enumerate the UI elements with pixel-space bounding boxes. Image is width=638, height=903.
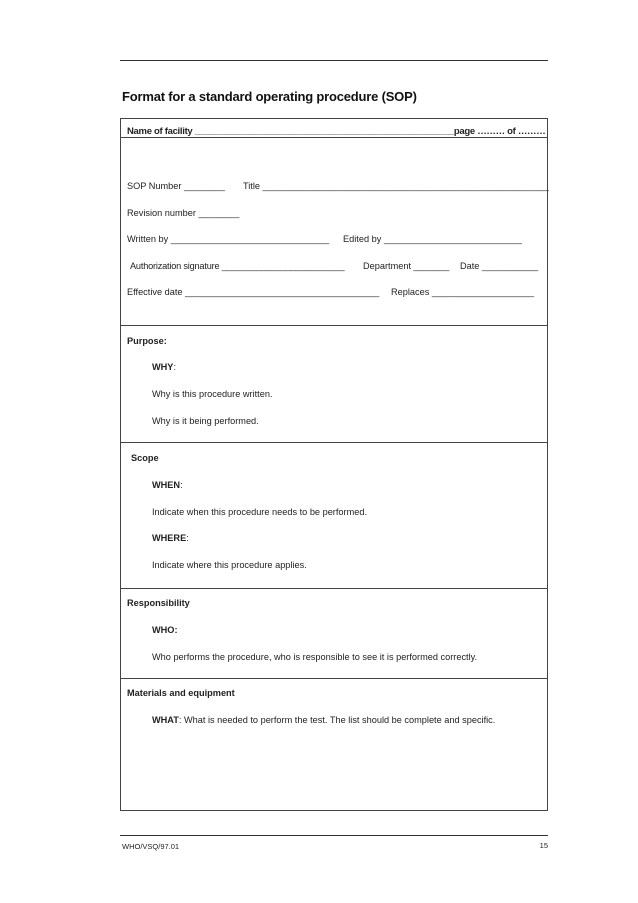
purpose-line-1: Why is this procedure written. xyxy=(152,389,273,399)
when-text: Indicate when this procedure needs to be performed. xyxy=(152,507,368,517)
row-divider xyxy=(121,442,547,443)
row-divider xyxy=(121,137,547,138)
title-field: Title ________________________________________________________ xyxy=(243,181,549,191)
row-divider xyxy=(121,325,547,326)
materials-heading: Materials and equipment xyxy=(127,688,235,698)
written-by-field: Written by _______________________________ xyxy=(127,234,330,244)
row-divider xyxy=(121,588,547,589)
when-label: WHEN: xyxy=(152,480,183,490)
who-text: Who performs the procedure, who is responsible to see it is performed correctly. xyxy=(152,652,478,662)
page-number: 15 xyxy=(539,841,548,850)
replaces-field: Replaces ____________________ xyxy=(391,287,535,297)
revision-number-field: Revision number ________ xyxy=(127,208,240,218)
responsibility-heading: Responsibility xyxy=(127,598,190,608)
purpose-heading: Purpose: xyxy=(127,336,167,346)
what-line: WHAT: What is needed to perform the test. The list should be complete and specific. xyxy=(152,715,496,725)
where-label: WHERE: xyxy=(152,533,189,543)
footer-rule xyxy=(120,835,548,836)
department-field: Department _______ xyxy=(363,261,450,271)
top-rule xyxy=(120,60,548,61)
document-code: WHO/VSQ/97.01 xyxy=(122,842,180,851)
authorization-signature-field: Authorization signature _________________________ xyxy=(130,261,345,271)
row-divider xyxy=(121,678,547,679)
who-label: WHO: xyxy=(152,625,178,635)
where-text: Indicate where this procedure applies. xyxy=(152,560,307,570)
sop-number-field: SOP Number ________ xyxy=(127,181,225,191)
facility-label: Name of facility ____________________________________________________page ……… of ……… xyxy=(127,126,546,137)
purpose-line-2: Why is it being performed. xyxy=(152,416,259,426)
date-field: Date ___________ xyxy=(460,261,539,271)
edited-by-field: Edited by ___________________________ xyxy=(343,234,522,244)
why-label: WHY: xyxy=(152,362,176,372)
scope-heading: Scope xyxy=(131,453,159,463)
sop-form-table xyxy=(120,118,548,811)
document-title: Format for a standard operating procedure (SOP) xyxy=(122,89,417,104)
effective-date-field: Effective date ______________________________________ xyxy=(127,287,380,297)
